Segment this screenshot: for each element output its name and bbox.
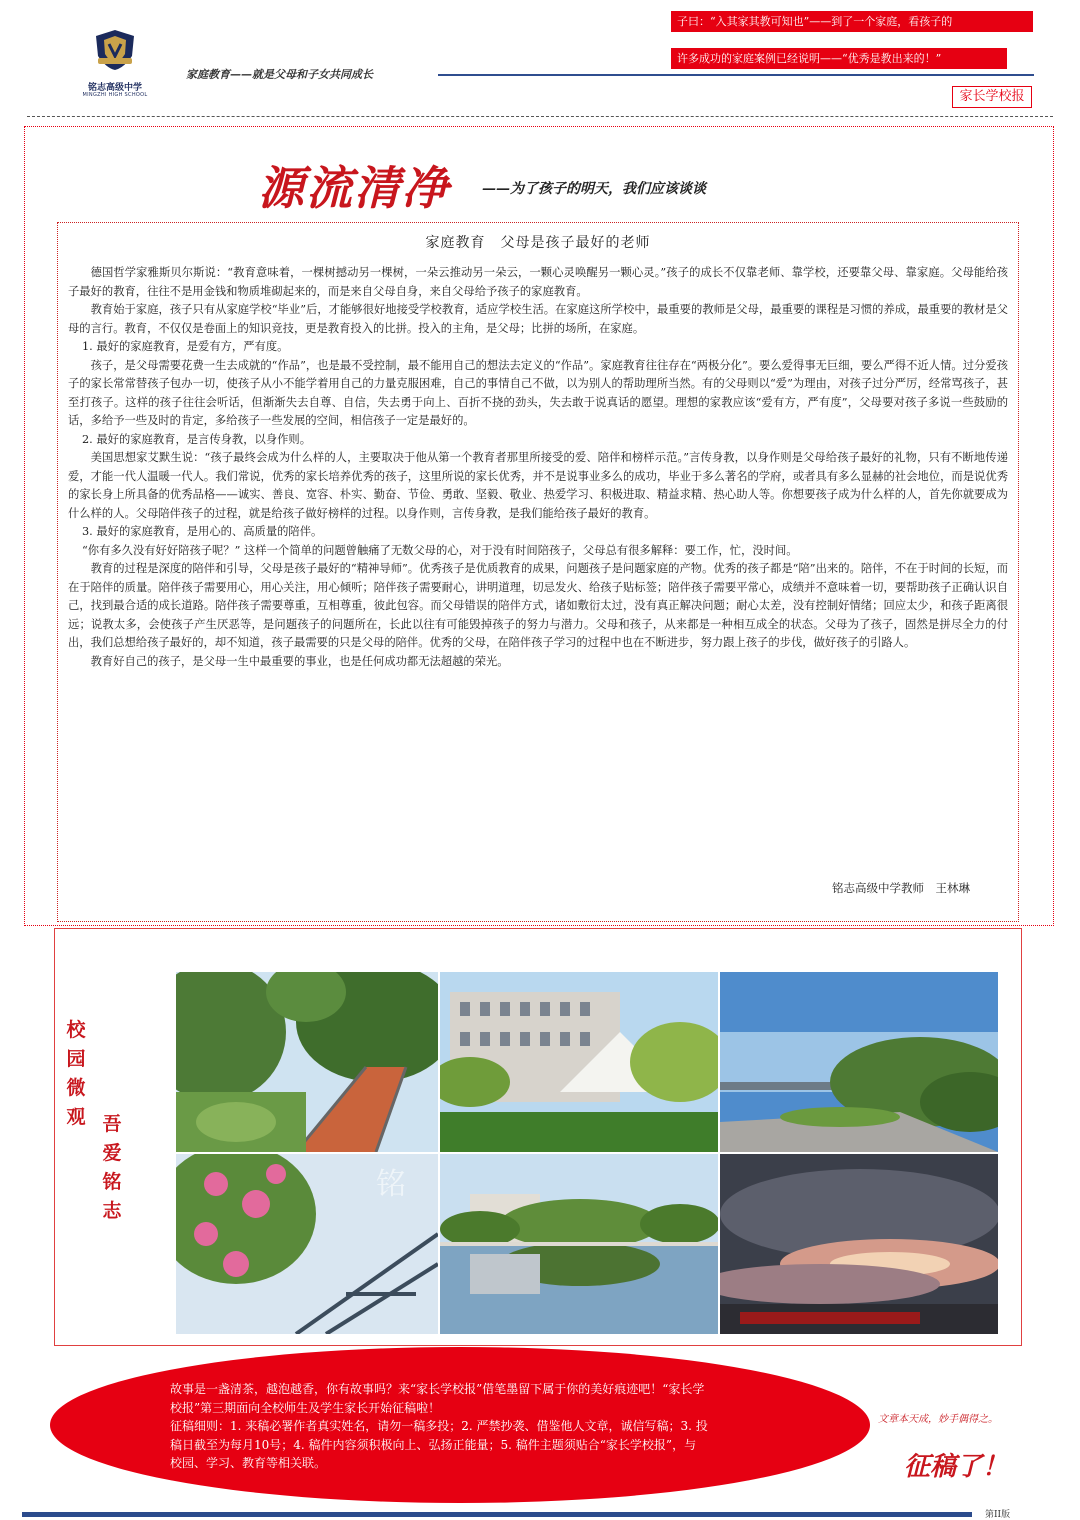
header-divider <box>27 116 1053 117</box>
school-crest-icon <box>92 28 138 72</box>
quote-strip-1: 子曰：“入其家其教可知也”——到了一个家庭，看孩子的 <box>671 11 1033 32</box>
school-logo <box>78 28 152 100</box>
article-paragraph: “你有多久没有好好陪孩子呢？” 这样一个简单的问题曾触痛了无数父母的心，对于没有时间陪孩子，父母总有很多解释：要工作，忙，没时间。 <box>82 543 798 557</box>
newspaper-name-tag: 家长学校报 <box>952 86 1032 108</box>
article-subheading: 1. 最好的家庭教育，是爱有方，严有度。 <box>82 340 289 353</box>
call-for-papers-text <box>170 1380 708 1473</box>
article-body <box>68 264 1008 671</box>
school-name-en: MINGZHI HIGH SCHOOL <box>82 92 148 98</box>
call-rules: 征稿细则：1. 来稿必署作者真实姓名，请勿一稿多投；2. 严禁抄袭、借鉴他人文章，诚信写稿；3. 投稿日截至为每月10号；4. 稿件内容须积极向上、弘扬正能量；5. 稿件主题须贴合“家长学校报”，与校园、学习、教育等相关联。 <box>170 1419 708 1470</box>
page-number: 第II版 <box>985 1510 1011 1520</box>
masthead-title: 源流清净 <box>258 161 450 215</box>
campus-photo-sunset <box>720 1154 998 1334</box>
campus-label-2: 吾爱铭志 <box>102 1113 122 1222</box>
campus-photo-reflection <box>440 1154 718 1334</box>
article-title: 家庭教育 父母是孩子最好的老师 <box>425 235 651 251</box>
school-name: 铭志高级中学 <box>87 83 142 93</box>
call-for-papers-heading: 征稿了！ <box>904 1452 1009 1482</box>
article-subheading: 2. 最好的家庭教育，是言传身教，以身作则。 <box>82 432 312 446</box>
campus-photo-flowers <box>176 1154 438 1334</box>
campus-label-1: 校园微观 <box>66 1019 86 1128</box>
article-paragraph: 美国思想家艾默生说：“孩子最终会成为什么样的人，主要取决于他从第一个教育者那里所接受的爱、陪伴和榜样示范。”言传身教，以身作则是父母给孩子最好的礼物，只有不断地传递爱，才能一代人温暖一代人。我们常说，优秀的家长培养优秀的孩子，这里所说的家长优秀，并不是说事业多么的成功，毕业于多么著名的学府，或者具有多么显赫的社会地位，而是说优秀的家长身上所具备的优秀品格——诚实、善良、宽容、朴实、勤奋、节俭、勇敢、坚毅、敬业、热爱学习、积极进取、精益求精、热心助人等。你想要孩子成为什么样的人，首先你就要成为什么样的人。父母陪伴孩子的过程，就是给孩子做好榜样的过程。以身作则，言传身教，是我们能给孩子最好的教育。 <box>68 451 1008 520</box>
header-slogan: 家庭教育——就是父母和子女共同成长 <box>186 68 373 81</box>
article-author: 铭志高级中学教师 王林琳 <box>832 881 970 895</box>
call-intro: 故事是一盏清茶，越泡越香，你有故事吗？来“家长学校报”借笔墨留下属于你的美好痕迹吧！“家长学校报”第三期面向全校师生及学生家长开始征稿啦！ <box>170 1382 705 1415</box>
header-rule <box>438 74 1034 76</box>
side-quote: 文章本天成，妙手偶得之。 <box>878 1414 998 1425</box>
campus-photo-building <box>440 972 718 1152</box>
article-paragraph: 教育好自己的孩子，是父母一生中最重要的事业，也是任何成功都无法超越的荣光。 <box>90 654 509 668</box>
article-paragraph: 教育始于家庭，孩子只有从家庭学校“毕业”后，才能够很好地接受学校教育，适应学校生活。在家庭这所学校中，最重要的教师是父母，最重要的课程是习惯的养成，最重要的教材是父母的言行。教育，不仅仅是卷面上的知识竞技，更是教育投入的比拼。投入的主角，是父母；比拼的场所，在家庭。 <box>68 303 1008 335</box>
campus-photo-stairs <box>176 972 438 1152</box>
article-paragraph: 教育的过程是深度的陪伴和引导，父母是孩子最好的“精神导师”。优秀孩子是优质教育的成果，问题孩子是问题家庭的产物。优秀的孩子都是“陪”出来的。陪伴，不在于时间的长短，而在于陪伴的质量。陪伴孩子需要用心，用心关注，用心倾听；陪伴孩子需要耐心，讲明道理，切忌发火、给孩子贴标签；陪伴孩子需要平常心，成绩并不意味着一切，要帮助孩子正确认识自己，找到最合适的成长道路。陪伴孩子需要尊重，互相尊重，彼此包容。而父母错误的陪伴方式，诸如敷衍太过，没有真正解决问题；耐心太差，没有控制好情绪；回应太少，和孩子距离很远；说教太多，会使孩子产生厌恶等，是问题孩子的问题所在，长此以往有可能毁掉孩子的努力与潜力。父母和孩子，从来都是一种相互成全的状态。父母为了孩子，固然是拼尽全力的付出，我们总想给孩子最好的，却不知道，孩子最需要的只是父母的陪伴。优秀的父母，在陪伴孩子学习的过程中也在不断进步，努力跟上孩子的步伐，做好孩子的引路人。 <box>68 562 1008 649</box>
quote-strip-2: 许多成功的家庭案例已经说明——“优秀是教出来的！” <box>671 48 1007 69</box>
photo-watermark: 铭 <box>376 1167 406 1202</box>
footer-bar <box>22 1512 972 1517</box>
masthead-subtitle: ——为了孩子的明天，我们应该谈谈 <box>482 181 706 197</box>
article-paragraph: 德国哲学家雅斯贝尔斯说：“教育意味着，一棵树撼动另一棵树，一朵云推动另一朵云，一颗心灵唤醒另一颗心灵。”孩子的成长不仅靠老师、靠学校，还要靠父母、靠家庭。父母能给孩子最好的教育，往往不是用金钱和物质堆砌起来的，而是来自父母自身，来自父母给予孩子的家庭教育。 <box>68 266 1008 298</box>
campus-photo-road <box>720 972 998 1152</box>
campus-photo-grid <box>176 972 998 1334</box>
article-paragraph: 孩子，是父母需要花费一生去成就的“作品”，也是最不受控制，最不能用自己的想法去定义的“作品”。家庭教育往往存在“两极分化”。要么爱得事无巨细，要么严得不近人情。过分爱孩子的家长常常替孩子包办一切，使孩子从小不能学着用自己的力量克服困难，自己的事情自己不做，以为别人的帮助理所当然。有的父母则以“爱”为理由，对孩子过分严厉，经常骂孩子，甚至打孩子。这样的孩子往往会听话，但渐渐失去自尊、自信，失去勇于向上、百折不挠的劲头，失去敢于说真话的愿望。理想的家教应该“爱有方，严有度”，父母要对孩子多说一些鼓励的话，多给予一些及时的肯定，多给孩子一些发展的空间，相信孩子一定是最好的。 <box>68 358 1008 427</box>
article-subheading: 3. 最好的家庭教育，是用心的、高质量的陪伴。 <box>82 525 323 538</box>
